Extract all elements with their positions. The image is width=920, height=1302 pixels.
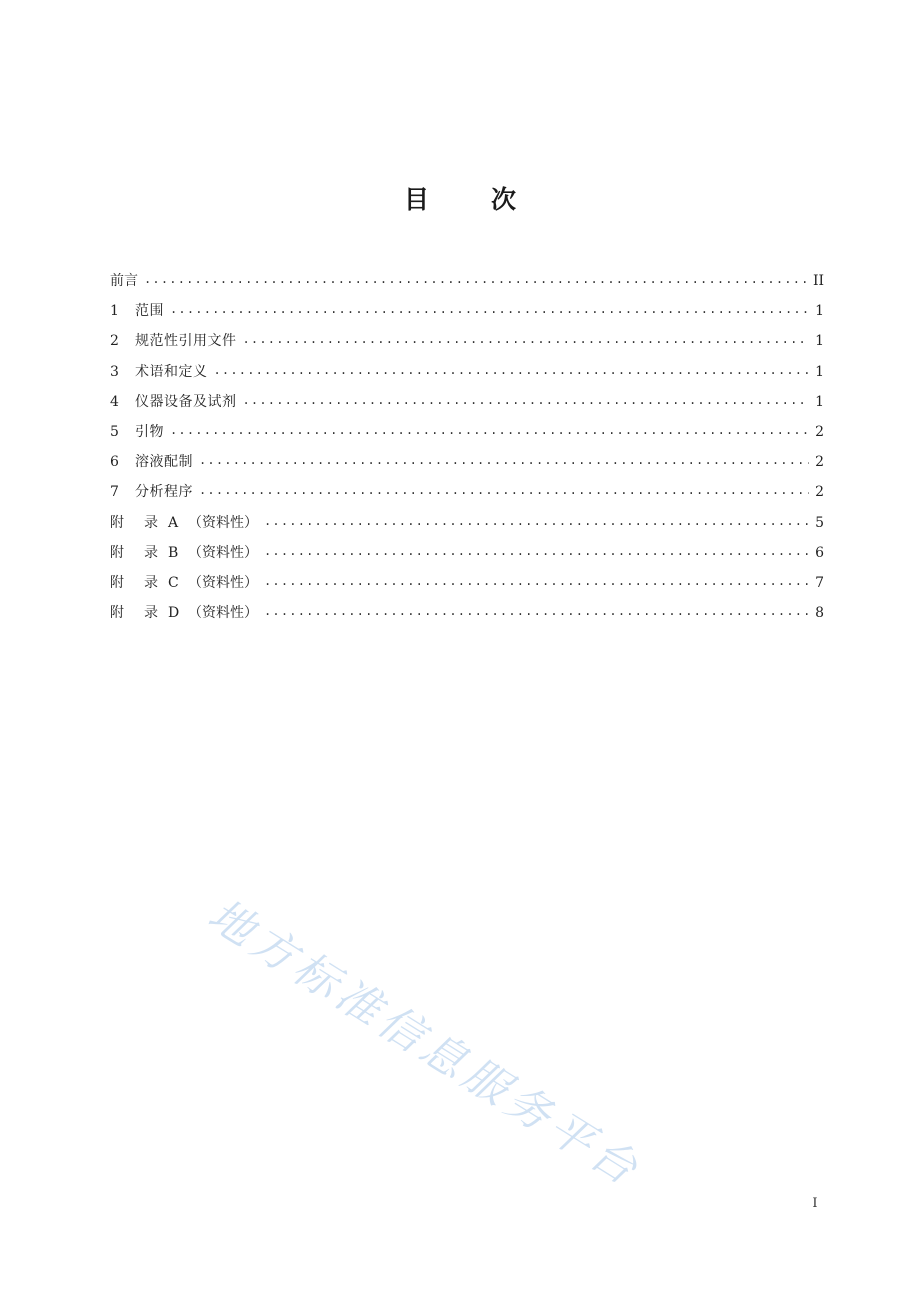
annex-prefix: 附: [110, 605, 124, 622]
annex-type: （资料性）: [188, 605, 258, 622]
toc-page-number: 7: [815, 574, 824, 591]
annex-type: （资料性）: [188, 574, 258, 591]
toc-entry-annex-c[interactable]: [110, 568, 824, 598]
toc-page-number: 2: [815, 484, 824, 501]
toc-page-number: 5: [815, 514, 824, 531]
toc-page-number: 1: [815, 303, 824, 320]
annex-title: [110, 508, 258, 538]
toc-page-number: 8: [815, 605, 824, 622]
table-of-contents: [110, 266, 824, 628]
toc-entry-annex-a[interactable]: [110, 508, 824, 538]
toc-entry-preface[interactable]: [110, 266, 824, 296]
toc-entry-section-6[interactable]: [110, 447, 824, 477]
section-title: 仪器设备及试剂: [135, 393, 237, 410]
section-number: 3: [110, 363, 119, 380]
annex-prefix: 附: [110, 514, 124, 531]
section-number: 7: [110, 484, 119, 501]
toc-entry-section-2[interactable]: [110, 326, 824, 356]
toc-entry-annex-b[interactable]: [110, 538, 824, 568]
dot-leader: [243, 385, 810, 415]
toc-entry-section-7[interactable]: [110, 477, 824, 507]
section-number: 6: [110, 454, 119, 471]
section-number: 1: [110, 303, 119, 320]
annex-title: [110, 538, 258, 568]
section-number: 5: [110, 424, 119, 441]
toc-page-number: 1: [815, 393, 824, 410]
toc-page-number: 2: [815, 454, 824, 471]
page-title: [0, 180, 920, 216]
section-title: 规范性引用文件: [135, 333, 237, 350]
toc-entry-annex-d[interactable]: [110, 598, 824, 628]
dot-leader: [264, 536, 809, 566]
preface-char-1: 前: [110, 273, 124, 290]
annex-letter: C: [168, 574, 179, 591]
section-title: 范围: [135, 303, 164, 320]
toc-label-preface: [110, 266, 138, 296]
preface-char-2: 言: [124, 273, 138, 290]
annex-word: 录: [144, 605, 158, 622]
section-number: 4: [110, 393, 119, 410]
toc-page-number: 6: [815, 544, 824, 561]
annex-type: （资料性）: [188, 514, 258, 531]
title-char-1: 目: [403, 185, 429, 214]
dot-leader: [199, 475, 809, 505]
annex-type: （资料性）: [188, 544, 258, 561]
annex-prefix: 附: [110, 574, 124, 591]
toc-page-number: 1: [815, 363, 824, 380]
toc-entry-section-1[interactable]: [110, 296, 824, 326]
dot-leader: [170, 415, 809, 445]
section-title: 溶液配制: [135, 454, 193, 471]
section-title: 分析程序: [135, 484, 193, 501]
toc-entry-section-5[interactable]: [110, 417, 824, 447]
toc-page-number: 2: [815, 424, 824, 441]
annex-letter: A: [168, 514, 179, 531]
annex-letter: D: [168, 605, 180, 622]
dot-leader: [264, 566, 809, 596]
dot-leader: [243, 324, 810, 354]
watermark-text: 地方标准信息服务平台: [199, 889, 651, 1198]
section-number: 2: [110, 333, 119, 350]
toc-page-number: 1: [815, 333, 824, 350]
dot-leader: [170, 294, 809, 324]
dot-leader: [264, 596, 809, 626]
annex-letter: B: [168, 544, 179, 561]
annex-word: 录: [144, 574, 158, 591]
annex-prefix: 附: [110, 544, 124, 561]
toc-entry-section-4[interactable]: [110, 387, 824, 417]
annex-word: 录: [144, 544, 158, 561]
annex-word: 录: [144, 514, 158, 531]
page-number-footer: I: [812, 1196, 818, 1211]
section-title: 引物: [135, 424, 164, 441]
dot-leader: [264, 506, 809, 536]
dot-leader: [144, 264, 807, 294]
title-char-2: 次: [491, 185, 517, 214]
annex-title: [110, 568, 258, 598]
toc-page-number: II: [812, 273, 824, 290]
section-title: 术语和定义: [135, 363, 208, 380]
dot-leader: [199, 445, 809, 475]
dot-leader: [214, 355, 810, 385]
annex-title: [110, 598, 258, 628]
toc-entry-section-3[interactable]: [110, 357, 824, 387]
